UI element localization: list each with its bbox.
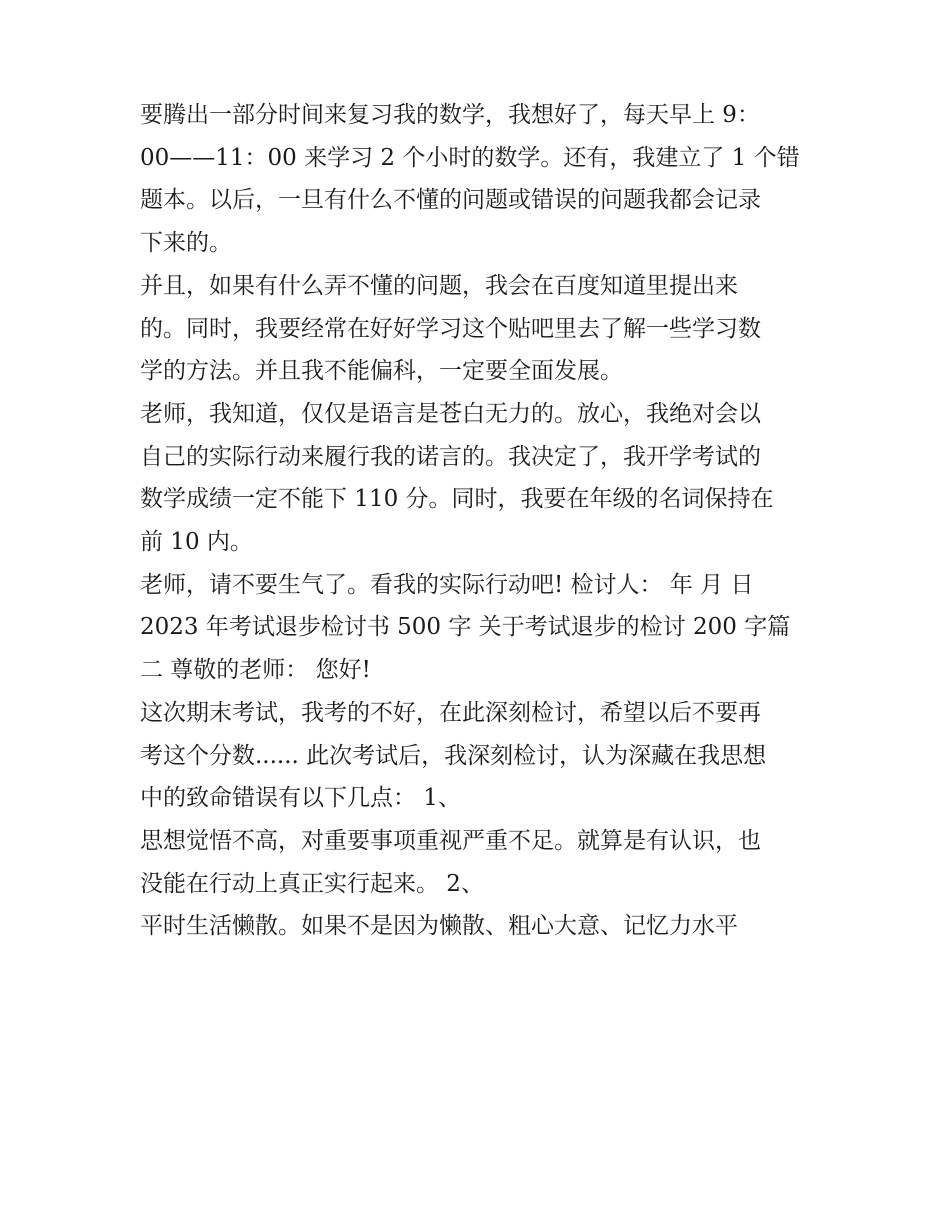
text-line: 00——11：00 来学习 2 个小时的数学。还有，我建立了 1 个错 bbox=[140, 144, 800, 171]
paragraph-6 bbox=[140, 820, 820, 905]
text-line: 没能在行动上真正实行起来。 2、 bbox=[140, 870, 484, 897]
text-line: 老师，请不要生气了。看我的实际行动吧! 检讨人： 年 月 日 bbox=[140, 571, 754, 598]
paragraph-2 bbox=[140, 265, 820, 393]
text-line: 下来的。 bbox=[140, 230, 232, 257]
text-line: 这次期末考试，我考的不好，在此深刻检讨，希望以后不要再 bbox=[140, 699, 761, 726]
text-line: 2023 年考试退步检讨书 500 字 关于考试退步的检讨 200 字篇 bbox=[140, 614, 791, 641]
text-line: 学的方法。并且我不能偏科，一定要全面发展。 bbox=[140, 358, 623, 385]
text-line: 要腾出一部分时间来复习我的数学，我想好了，每天早上 9： bbox=[140, 102, 760, 128]
text-line: 二 尊敬的老师： 您好! bbox=[140, 657, 371, 684]
text-line: 考这个分数...... 此次考试后，我深刻检讨，认为深藏在我思想 bbox=[140, 742, 767, 769]
text-line: 平时生活懒散。如果不是因为懒散、粗心大意、记忆力水平 bbox=[140, 913, 738, 940]
document-body bbox=[140, 94, 820, 948]
text-line: 自己的实际行动来履行我的诺言的。我决定了，我开学考试的 bbox=[140, 443, 761, 470]
paragraph-1 bbox=[140, 94, 820, 265]
paragraph-7 bbox=[140, 905, 820, 948]
text-line: 的。同时，我要经常在好好学习这个贴吧里去了解一些学习数 bbox=[140, 315, 761, 342]
text-line: 老师，我知道，仅仅是语言是苍白无力的。放心，我绝对会以 bbox=[140, 400, 761, 427]
paragraph-3 bbox=[140, 393, 820, 564]
paragraph-4 bbox=[140, 564, 820, 692]
text-line: 前 10 内。 bbox=[140, 529, 253, 556]
paragraph-5 bbox=[140, 692, 820, 820]
text-line: 数学成绩一定不能下 110 分。同时，我要在年级的名词保持在 bbox=[140, 486, 774, 513]
text-line: 题本。以后，一旦有什么不懂的问题或错误的问题我都会记录 bbox=[140, 187, 761, 214]
text-line: 中的致命错误有以下几点： 1、 bbox=[140, 785, 461, 812]
text-line: 思想觉悟不高，对重要事项重视严重不足。就算是有认识，也 bbox=[140, 827, 761, 854]
text-line: 并且，如果有什么弄不懂的问题，我会在百度知道里提出来 bbox=[140, 272, 738, 299]
